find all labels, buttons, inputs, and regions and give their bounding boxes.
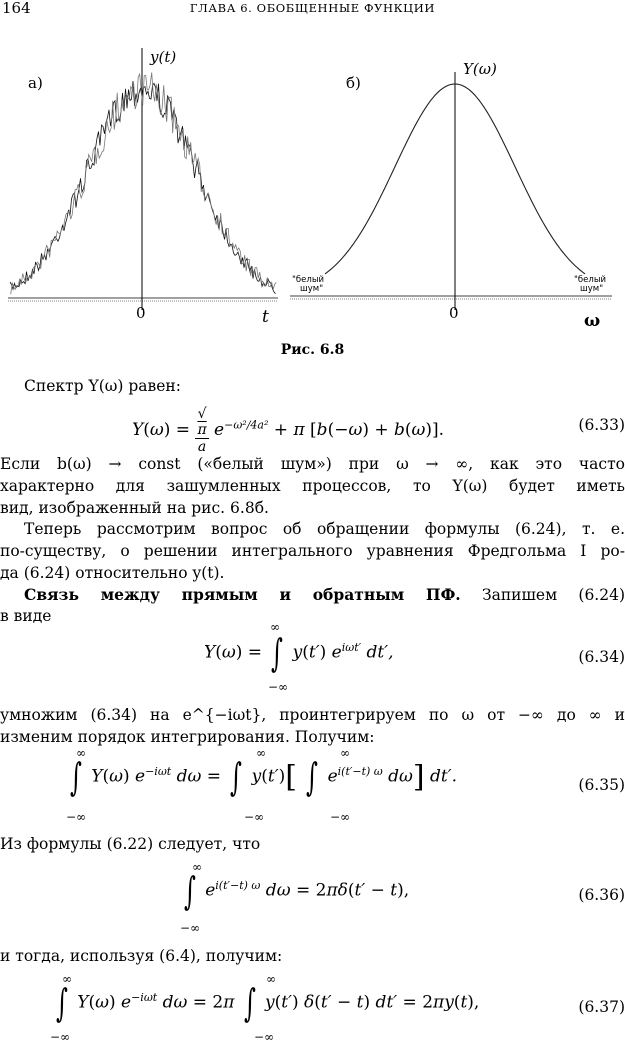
panel-a-ylabel: y(t) [150, 48, 177, 66]
text-line-6: по-существу, о решении интегрального уравнения Фредгольма I ро- [0, 542, 625, 560]
text-line-5: Теперь рассмотрим вопрос об обращении формулы (6.24), т. е. [24, 520, 625, 538]
running-title: ГЛАВА 6. ОБОБЩЕННЫЕ ФУНКЦИИ [189, 1, 436, 15]
panel-a-noisy-signal [10, 81, 276, 294]
equation-6-35: ∫ Y(ω) $e^{-i\omega t}$ dω = ∫ y(t′)[ ∫ $e^{i(t'-t) \omega}$ dω] dt′. [69, 755, 458, 799]
eq-number-6-34: (6.34) [578, 648, 625, 666]
figure-caption: Рис. 6.8 [280, 342, 345, 358]
section-heading: Связь между прямым и обратным ПФ. [24, 585, 461, 604]
eq-number-6-33: (6.33) [578, 416, 625, 434]
eq36-lower-limit: −∞ [180, 921, 201, 935]
equation-6-36: ∫ $e^{i(t'-t) \omega}$ dω = 2πδ(t′ − t), [183, 869, 410, 913]
panel-b-noise-left-2: шум" [300, 284, 324, 294]
text-line-7: да (6.24) относительно y(t). [0, 564, 225, 582]
eq35-lower-limit-3: −∞ [330, 810, 351, 824]
eq36-upper-limit: ∞ [192, 860, 202, 874]
eq35-upper-limit-3: ∞ [340, 746, 350, 760]
eq34-lower-limit: −∞ [268, 680, 289, 694]
equation-6-33: Y(ω) = √ π a $e^{-\omega^2/4a^2} + \pi$ [b(−ω) + b(ω)]. [132, 406, 445, 455]
text-line-8-rest: Запишем (6.24) [481, 586, 625, 604]
eq-number-6-36: (6.36) [578, 886, 625, 904]
eq37-lower-limit-2: −∞ [254, 1030, 275, 1044]
panel-b-omega-label: ω [584, 311, 601, 331]
panel-b-ylabel: Y(ω) [463, 60, 497, 78]
eq35-upper-limit-2: ∞ [256, 746, 266, 760]
text-line-9: в виде [0, 607, 52, 625]
figure-6-8 [0, 20, 625, 340]
eq-number-6-37: (6.37) [578, 998, 625, 1016]
equation-6-34: Y(ω) = ∫ y(t′) $e^{i\omega t'}$ dt′, [204, 631, 394, 675]
text-line-13: и тогда, используя (6.4), получим: [0, 947, 283, 965]
panel-b-x0-label: 0 [449, 304, 459, 322]
equation-6-37: ∫ Y(ω) $e^{-i\omega t}$ dω = 2π ∫ y(t′) δ(t′ − t) dt′ = 2πy(t), [55, 981, 480, 1025]
text-line-10: умножим (6.34) на e^{−iωt}, проинтегрируем по ω от −∞ до ∞ и [0, 706, 625, 724]
eq35-upper-limit-1: ∞ [76, 746, 86, 760]
panel-a-x0-label: 0 [136, 304, 146, 322]
panel-a [8, 48, 278, 327]
text-line-8 [0, 584, 625, 606]
eq34-upper-limit: ∞ [270, 620, 280, 634]
panel-b-noise-right-2: шум" [580, 284, 604, 294]
panel-a-label: а) [28, 74, 43, 92]
eq37-upper-limit-2: ∞ [266, 972, 276, 986]
eq37-upper-limit-1: ∞ [62, 972, 72, 986]
text-line-1: Спектр Y(ω) равен: [24, 377, 181, 395]
page-number: 164 [2, 0, 31, 17]
eq35-lower-limit-1: −∞ [66, 810, 87, 824]
text-line-2: Если b(ω) → const («белый шум») при ω → ∞, как это часто [0, 455, 625, 473]
eq37-lower-limit-1: −∞ [50, 1030, 71, 1044]
eq35-lower-limit-2: −∞ [244, 810, 265, 824]
panel-b-label: б) [346, 74, 361, 92]
text-line-12: Из формулы (6.22) следует, что [0, 835, 261, 853]
panel-b-noise-right-1: "белый [574, 275, 607, 285]
running-header [0, 0, 625, 20]
text-line-3: характерно для зашумленных процессов, то Y(ω) будет иметь [0, 477, 625, 495]
panel-a-noisy-signal-gray [11, 73, 277, 295]
panel-b-noise-left-1: "белый [292, 275, 325, 285]
panel-a-t-label: t [262, 307, 269, 327]
eq-number-6-35: (6.35) [578, 776, 625, 794]
text-line-11: изменим порядок интегрирования. Получим: [0, 728, 375, 746]
panel-b [290, 60, 612, 331]
text-line-4: вид, изображенный на рис. 6.8б. [0, 499, 269, 517]
